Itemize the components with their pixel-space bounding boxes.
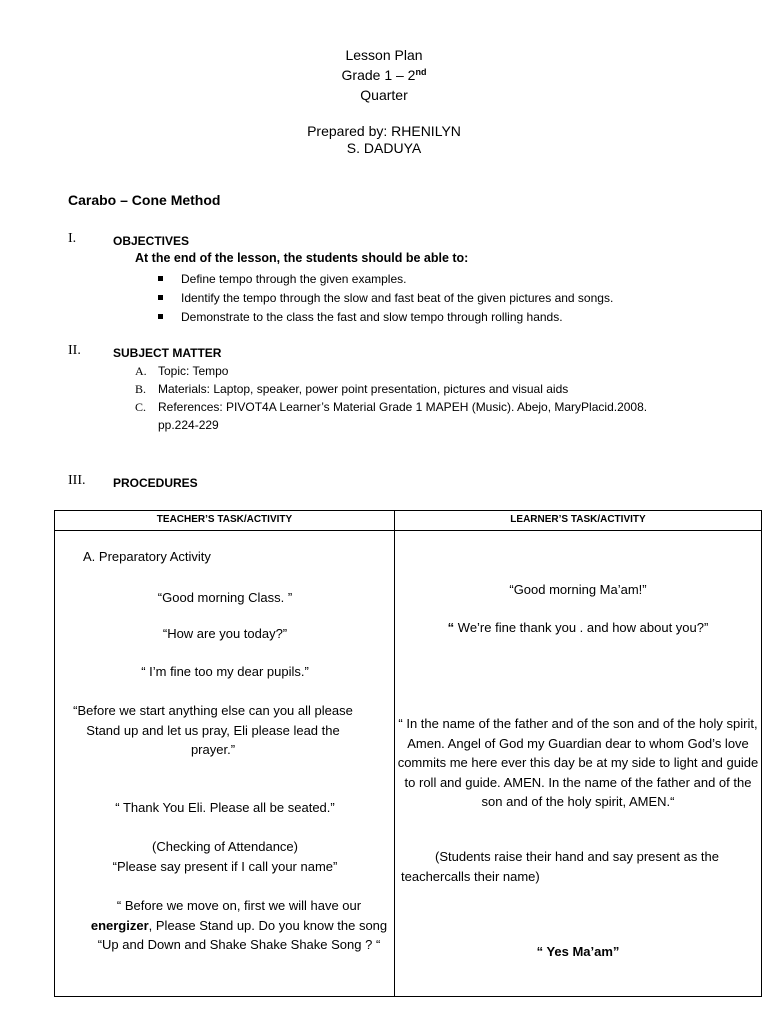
subject-matter-title: SUBJECT MATTER [113, 346, 222, 360]
list-item: Identify the tempo through the slow and fast beat of the given pictures and songs. [158, 289, 613, 308]
procedures-number: III. [68, 473, 86, 488]
learner-text: We’re fine thank you . and how about you?” [454, 620, 709, 635]
column-divider [394, 511, 395, 996]
list-item [135, 380, 718, 398]
objectives-number: I. [68, 231, 77, 246]
energizer-text-b: , Please Stand up. Do you know the song “Up and Down and Shake Shake Shake Song ? “ [97, 917, 388, 952]
list-item: Define tempo through the given examples. [158, 270, 613, 289]
procedures-table [54, 510, 762, 997]
subject-matter-list [135, 362, 718, 434]
grade-line [0, 65, 768, 85]
procedures-title: PROCEDURES [113, 476, 198, 490]
doc-title: Lesson Plan [345, 47, 423, 63]
grade-ordinal: nd [415, 67, 427, 77]
learner-line: “ Yes Ma’am” [536, 944, 620, 959]
list-item: Demonstrate to the class the fast and slow tempo through rolling hands. [158, 308, 613, 327]
learner-line: (Students raise their hand and say present as the teachercalls their name) [401, 849, 720, 884]
method-heading: Carabo – Cone Method [68, 192, 221, 208]
grade-text: Grade 1 – 2 [341, 67, 416, 83]
learner-line: “Good morning Ma’am!” [509, 582, 647, 597]
objectives-intro: At the end of the lesson, the students should be able to: [135, 251, 469, 265]
objectives-list [158, 270, 613, 327]
list-item [135, 398, 653, 434]
objectives-title: OBJECTIVES [113, 234, 190, 248]
learner-quote-mark: “ [447, 620, 455, 635]
teacher-column-header: TEACHER’S TASK/ACTIVITY [156, 514, 293, 525]
learner-line: “ In the name of the father and of the son and of the holy spirit, Amen. Angel of God my Guardian dear to whom God’s love commits me here ever this day be at my side to light and guide to roll and guide. AMEN. In the name of the father and of the son and of the holy spirit, AMEN.“ [397, 716, 759, 809]
list-item [135, 362, 718, 380]
item-text: Topic: Tempo [158, 364, 229, 378]
preparatory-activity-label: A. Preparatory Activity [83, 549, 211, 564]
energizer-keyword: energizer [90, 917, 149, 933]
teacher-line: “ I’m fine too my dear pupils.” [141, 664, 309, 679]
teacher-line: “Good morning Class. ” [157, 590, 293, 605]
header-divider [55, 530, 761, 531]
item-text: Materials: Laptop, speaker, power point presentation, pictures and visual aids [158, 382, 569, 396]
prepared-by: Prepared by: RHENILYN [307, 123, 461, 139]
quarter-line: Quarter [360, 87, 408, 103]
learner-line [397, 618, 759, 638]
learner-column-header: LEARNER’S TASK/ACTIVITY [510, 514, 646, 525]
teacher-line [85, 896, 393, 955]
teacher-line: “ Thank You Eli. Please all be seated.” [115, 800, 335, 815]
item-letter: C. [135, 400, 147, 414]
item-letter: A. [135, 364, 147, 378]
teacher-line: “How are you today?” [162, 626, 288, 641]
teacher-line: “Before we start anything else can you all please Stand up and let us pray, Eli please lead the prayer.” [73, 703, 353, 757]
item-letter: B. [135, 382, 147, 396]
item-text: References: PIVOT4A Learner’s Material Grade 1 MAPEH (Music). Abejo, MaryPlacid.2008. pp.224-229 [158, 400, 648, 432]
subject-matter-number: II. [68, 343, 81, 358]
teacher-line: (Checking of Attendance) [152, 839, 298, 854]
teacher-line: “Please say present if I call your name” [112, 859, 338, 874]
energizer-text-a: “ Before we move on, first we will have our [116, 898, 362, 913]
author-name: S. DADUYA [346, 140, 422, 156]
